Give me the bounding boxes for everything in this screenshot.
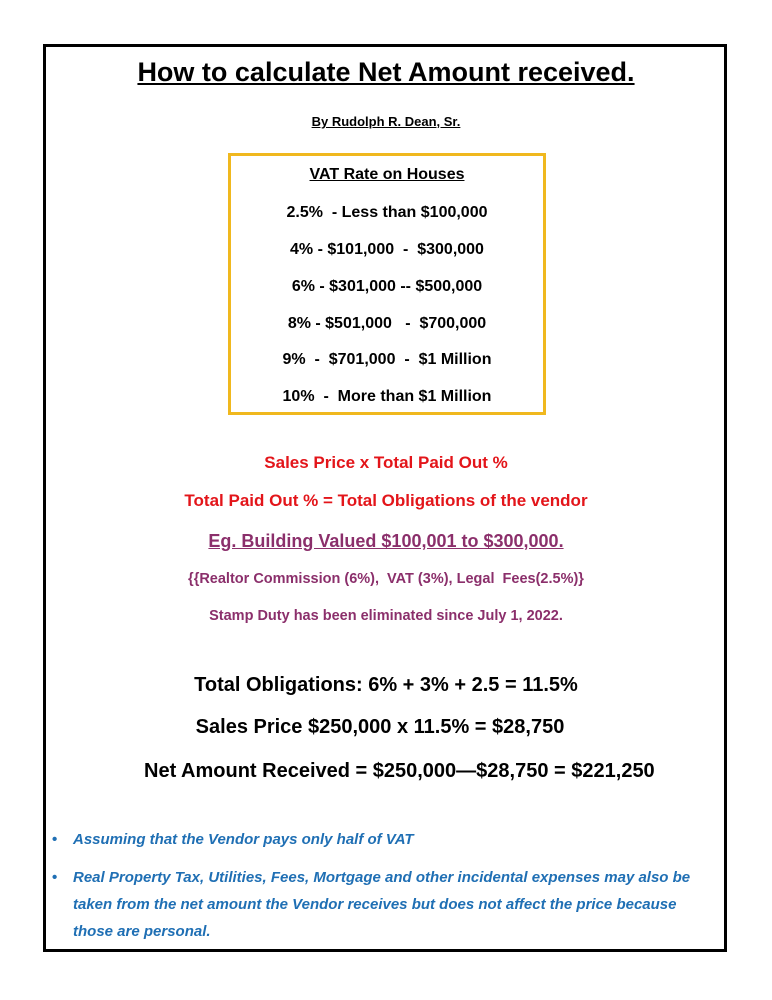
vat-rate-item: 6% - $301,000 -- $500,000 [291,278,483,295]
example-heading: Eg. Building Valued $100,001 to $300,000. [208,531,564,551]
stamp-duty-note: Stamp Duty has been eliminated since July 1, 2022. [209,608,563,624]
sales-price-calc: Sales Price $250,000 x 11.5% = $28,750 [195,716,565,738]
author-byline: By Rudolph R. Dean, Sr. [311,114,461,129]
vat-rate-item: 2.5% - Less than $100,000 [286,204,488,221]
vat-rate-item: 4% - $101,000 - $300,000 [290,241,484,258]
formula-line-2: Total Paid Out % = Total Obligations of the vendor [184,491,588,510]
note-text: Real Property Tax, Utilities, Fees, Mortgage and other incidental expenses may also be taken from the net amount the Vendor receives but does not affect the price because those are personal. [73,869,691,940]
formula-line-1: Sales Price x Total Paid Out % [264,453,508,472]
total-obligations: Total Obligations: 6% + 3% + 2.5 = 11.5% [194,674,578,696]
vat-rate-item: 9% - $701,000 - $1 Million [282,351,492,368]
page-title: How to calculate Net Amount received. [137,57,635,87]
bullet-icon: • [52,831,58,848]
example-breakdown: {{Realtor Commission (6%), VAT (3%), Legal Fees(2.5%)} [188,571,584,587]
vat-rate-box [228,153,546,415]
bullet-icon: • [52,869,58,886]
vat-rate-item: 8% - $501,000 - $700,000 [287,315,487,332]
note-text: Assuming that the Vendor pays only half of VAT [73,831,414,848]
vat-rate-item: 10% - More than $1 Million [282,388,492,405]
vat-box-heading: VAT Rate on Houses [309,166,465,183]
net-amount-received: Net Amount Received = $250,000—$28,750 = $221,250 [144,760,655,782]
